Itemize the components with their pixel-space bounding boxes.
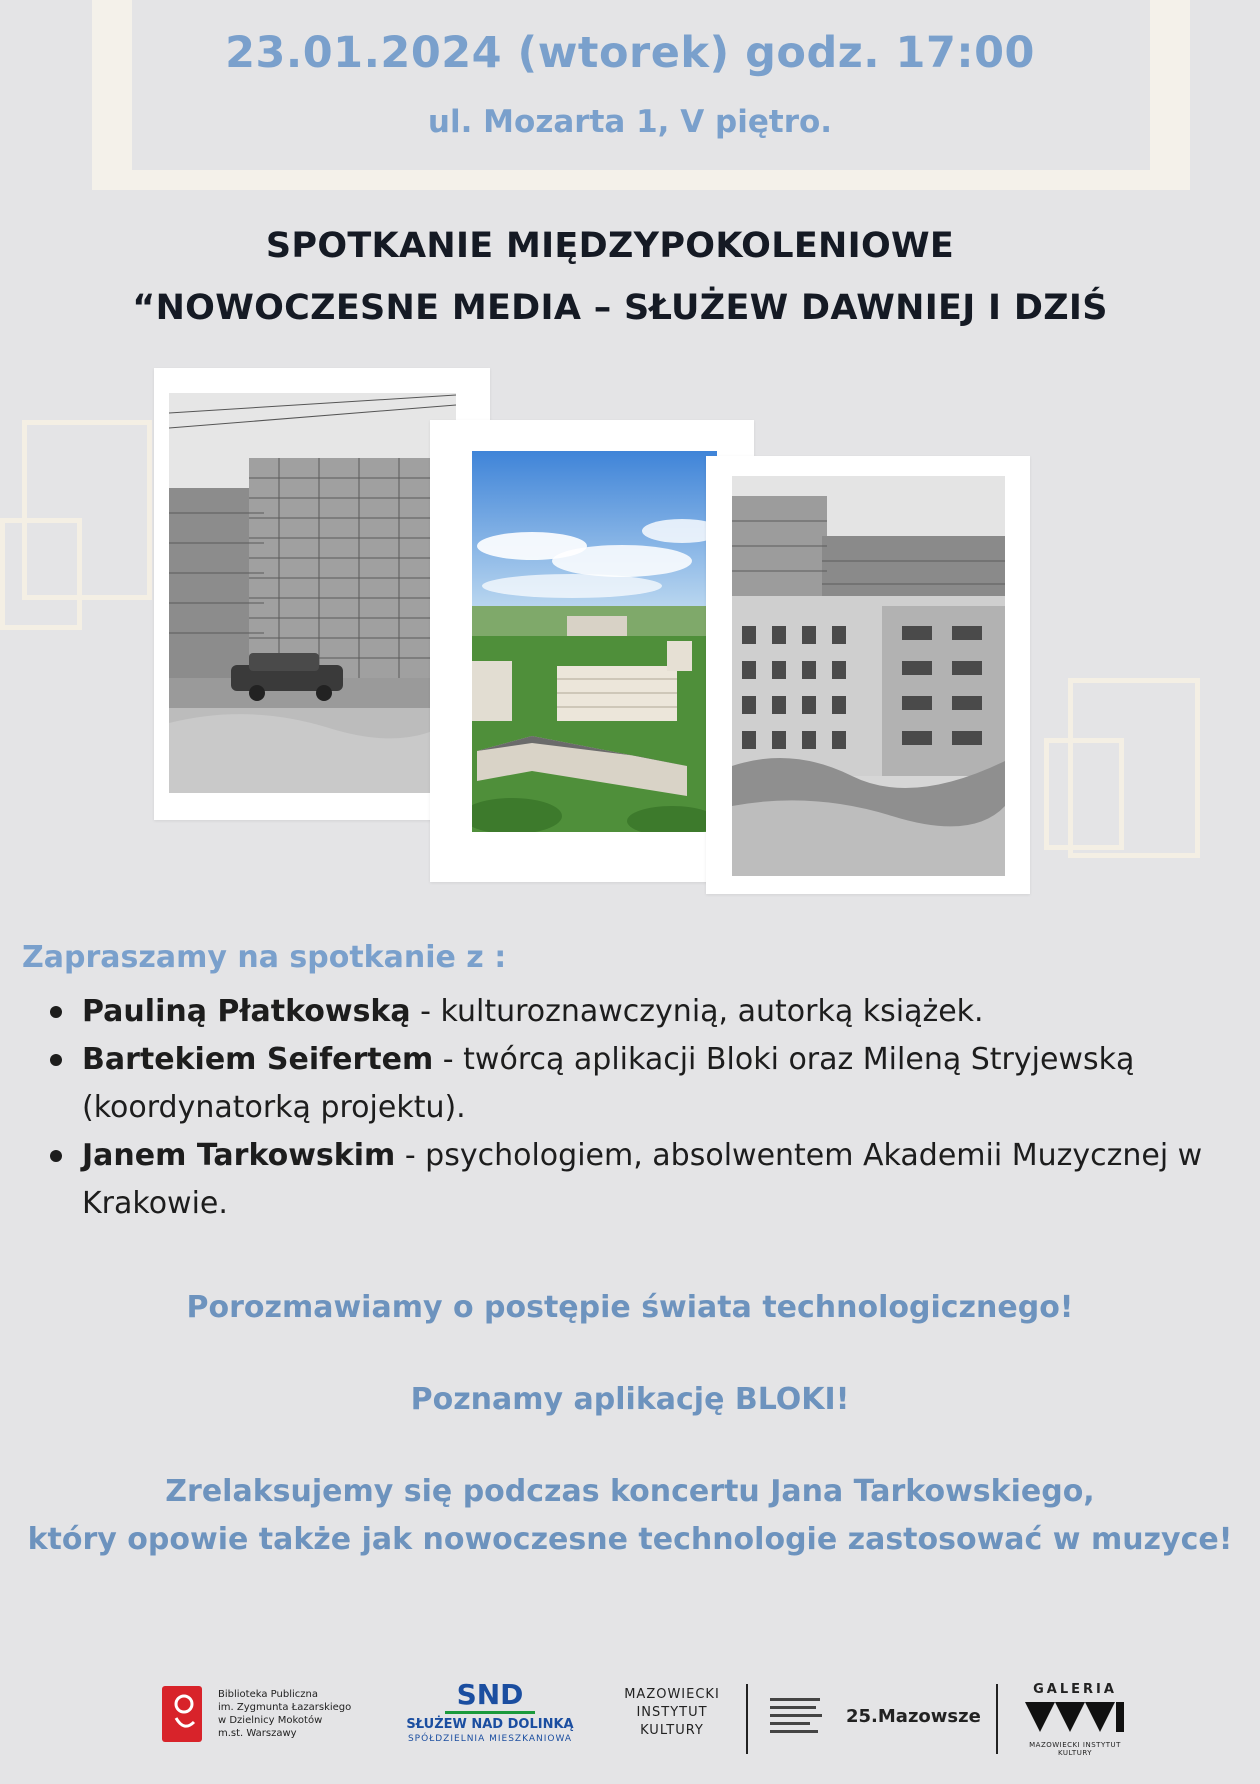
invite-label: Zapraszamy na spotkanie z : (22, 940, 507, 975)
speaker-description: - twórcą aplikacji Bloki oraz Mileną Stryjewską (koordynatorką projektu). (82, 1042, 1135, 1125)
event-title-line1: SPOTKANIE MIĘDZYPOKOLENIOWE (265, 226, 955, 266)
self-government-emblem-icon (770, 1694, 830, 1740)
photo-block-bw (732, 476, 1005, 876)
bullet-icon (50, 1054, 62, 1066)
library-name: Biblioteka Publiczna im. Zygmunta Łazarskiego w Dzielnicy Mokotów m.st. Warszawy (218, 1689, 352, 1739)
photo-construction-bw (169, 393, 456, 793)
snd-underline (445, 1711, 535, 1714)
library-emblem-icon (162, 1686, 206, 1742)
photo-card-block (706, 456, 1030, 894)
closing-line-3: Zrelaksujemy się podczas koncertu Jana Tarkowskiego, (165, 1474, 1095, 1509)
closing-line-4: który opowie także jak nowoczesne technologie zastosować w muzyce! (27, 1522, 1233, 1557)
library-logo (162, 1686, 206, 1746)
bullet-icon (50, 1006, 62, 1018)
logo-divider (746, 1684, 748, 1754)
snd-logo: SND SŁUŻEW NAD DOLINKĄ SPÓŁDZIELNIA MIESZKANIOWA (406, 1678, 574, 1744)
speaker-name: Bartekiem Seifertem (82, 1042, 434, 1077)
speaker-description: - kulturoznawczynią, autorką książek. (410, 994, 984, 1029)
sponsor-logos (0, 1680, 1260, 1760)
event-date: 23.01.2024 (wtorek) godz. 17:00 (225, 28, 1035, 78)
closing-line-1: Porozmawiamy o postępie świata technologicznego! (186, 1290, 1074, 1325)
photo-aerial-color (472, 451, 717, 832)
self-government-logo (770, 1694, 830, 1744)
header-frame-inner (132, 0, 1150, 170)
speaker-item (48, 1132, 1248, 1228)
speaker-description: - psychologiem, absolwentem Akademii Muzycznej w Krakowie. (82, 1138, 1203, 1221)
bullet-icon (50, 1150, 62, 1162)
speaker-list (48, 988, 1248, 1228)
speaker-item (48, 988, 1248, 1036)
closing-line-2: Poznamy aplikację BLOKI! (410, 1382, 850, 1417)
mik-logo: MAZOWIECKI INSTYTUT KULTURY (624, 1687, 720, 1738)
mazowsze-logo: 25.Mazowsze (846, 1706, 981, 1727)
event-address: ul. Mozarta 1, V piętro. (427, 104, 833, 140)
speaker-name: Janem Tarkowskim (82, 1138, 396, 1173)
galeria-logo: GALERIA MAZOWIECKI INSTYTUT KULTURY (1016, 1682, 1134, 1757)
galeria-emblem-icon (1020, 1697, 1130, 1737)
logo-divider (996, 1684, 998, 1754)
event-title-line2: “NOWOCZESNE MEDIA – SŁUŻEW DAWNIEJ I DZIŚ (132, 288, 1108, 328)
speaker-name: Pauliną Płatkowską (82, 994, 411, 1029)
speaker-item (48, 1036, 1248, 1132)
decorative-frame (1044, 738, 1124, 850)
decorative-frame (0, 518, 82, 630)
